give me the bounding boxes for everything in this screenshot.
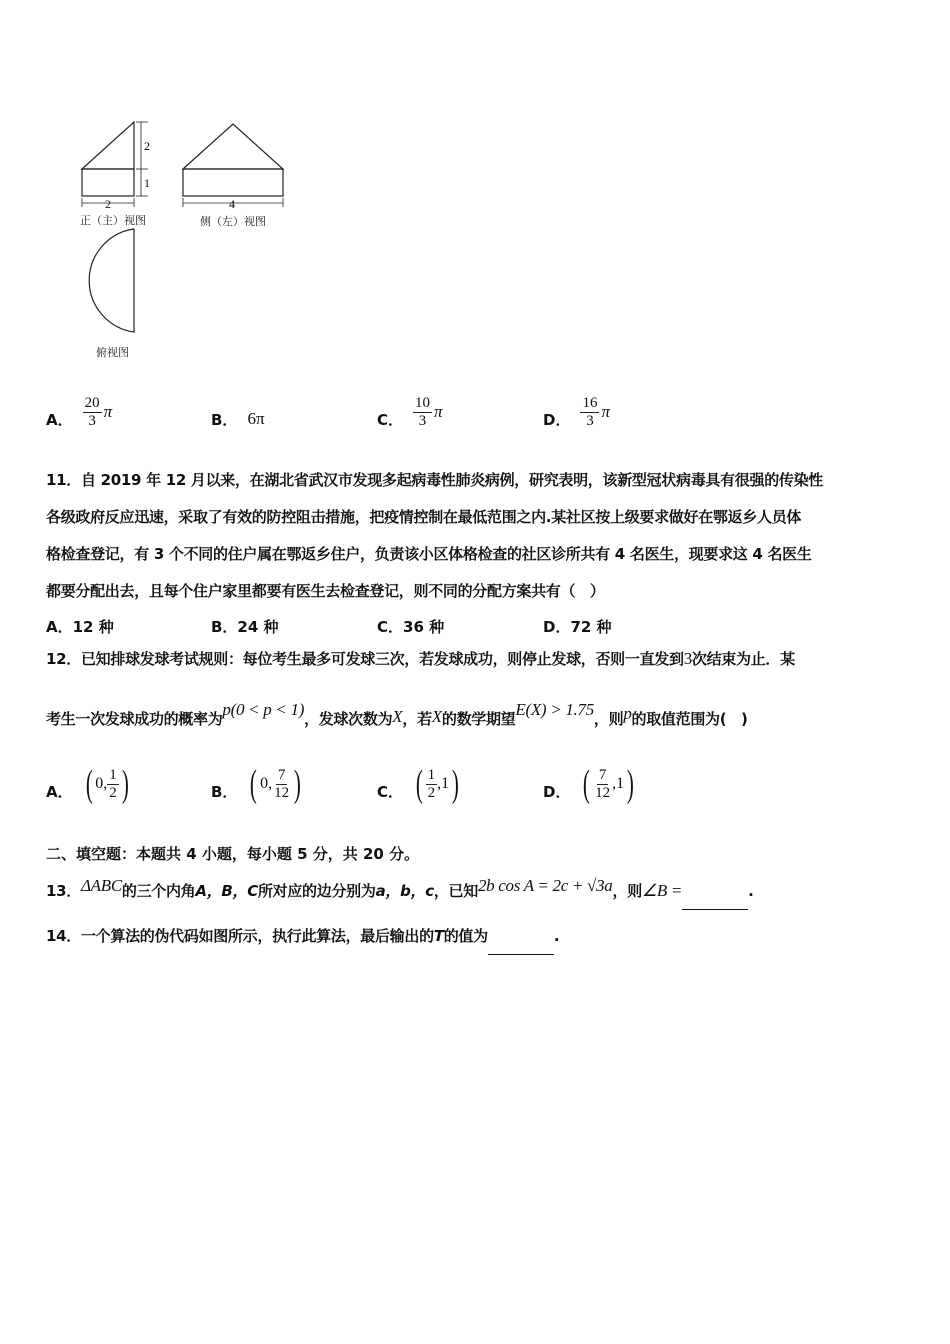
pi-symbol: π [434,402,443,421]
denominator: 3 [586,412,594,429]
denominator: 12 [274,784,290,801]
q12-number: 3 [683,649,692,668]
fraction [107,767,119,802]
q13-text: ，则 [612,882,642,900]
denominator: 2 [427,784,436,801]
numerator: 1 [427,766,436,783]
dim-height-bottom: 1 [144,176,150,190]
q12-line-1 [46,640,906,678]
q12-text: 的数学期望 [441,710,516,728]
dim-height-top: 2 [144,139,150,153]
interval-right: ,1 [612,775,625,792]
q11-line: 11．自 2019 年 12 月以来，在湖北省武汉市发现多起病毒性肺炎病例，研究表明，该新型冠状病毒具有很强的传染性 [46,471,823,489]
variable-t: T [433,927,444,945]
q12-text: 次结束为止．某 [691,650,795,668]
variable-x: X [431,707,442,726]
denominator: 3 [418,412,427,429]
answer-blank[interactable] [488,938,554,955]
question-12 [46,640,906,678]
top-view-caption: 俯视图 [96,346,129,359]
option-letter: A． [46,782,73,801]
section-2-heading [46,836,906,873]
variable-x: X [392,707,403,726]
denominator: 2 [109,784,117,801]
dim-width-side: 4 [229,197,235,211]
answer-blank[interactable] [682,893,748,910]
q12-text: ，则 [593,710,624,728]
question-12-cont [46,700,906,738]
q12-text: 12．已知排球发球考试规则：每位考生最多可发球三次，若发球成功，则停止发球，否则一直发到 [46,650,684,668]
q11-line: 格检查登记，有 3 个不同的住户属在鄂返乡住户，负责该小区体格检查的社区诊所共有 4 名医生，现要求这 4 名医生 [46,545,812,563]
q12-line-2 [46,700,906,738]
q12-option-c[interactable] [377,758,462,810]
numerator: 20 [84,394,100,411]
q11-line: 各级政府反应迅速，采取了有效的防控阻击措施，把疫情控制在最低范围之内.某社区按上级要求做好在鄂返乡人员体 [46,508,802,526]
numerator: 7 [598,766,607,783]
q10-option-a[interactable] [46,384,112,440]
side-view-caption: 侧（左）视图 [200,215,266,228]
option-letter: B． [211,782,238,801]
probability-expression: p(0 < p < 1) [222,700,305,719]
q14-text: 的值为 [443,927,488,945]
q12-text: ，若 [402,710,432,728]
q11-options [46,616,906,640]
q10-option-c[interactable] [377,384,443,440]
q12-text: 考生一次发球成功的概率为 [46,710,223,728]
question-14 [46,918,906,955]
q13-text: 所对应的边分别为 [257,882,376,900]
option-letter: C． [377,410,404,429]
front-view [82,122,148,207]
period: . [748,882,754,900]
expectation-expression: E(X) > 1.75 [515,700,594,719]
interval: ( 0, $\frac{7}{12}$ ) [250,763,301,805]
q13-text: ，已知 [433,882,478,900]
option-letter: D． [543,410,571,429]
fraction [272,767,291,802]
q10-options [46,384,906,440]
q14-line [46,918,906,955]
angle-b: ∠B = [641,881,683,900]
q13-text: 的三个内角 [121,882,196,900]
denominator: 12 [595,784,611,801]
numerator: 16 [582,394,598,411]
interval-left: 0, [95,775,108,792]
q12-options [46,758,906,810]
option-letter: C． [377,782,404,801]
fraction [593,767,612,802]
q12-text: ，发球次数为 [304,710,393,728]
interval-left: 0, [260,775,273,792]
pi-symbol: π [103,402,113,421]
three-view-drawing [70,112,310,362]
q11-option-c[interactable]: C．36 种 [377,618,445,636]
side-view [183,124,283,207]
q11-line: 都要分配出去，且每个住户家里都要有医生去检查登记，则不同的分配方案共有（ ） [46,582,605,600]
numerator: 7 [277,766,286,783]
option-value: 6π [247,409,265,428]
interval: ( 0, $\frac{1}{2}$ ) [85,763,129,805]
side-variables: a，b，c [375,882,434,900]
triangle-abc: ΔABC [80,876,122,895]
q11-option-d[interactable]: D．72 种 [543,618,612,636]
option-letter: A． [46,410,73,429]
front-view-caption: 正（主）视图 [80,214,146,227]
denominator: 3 [88,412,96,429]
q11-option-b[interactable]: B．24 种 [211,618,279,636]
q11-option-a[interactable]: A．12 种 [46,618,114,636]
numerator: 10 [415,394,431,411]
fraction [413,395,432,430]
q12-text: 的取值范围为( ) [631,710,748,728]
three-view-figure [70,112,310,362]
q14-text: 14．一个算法的伪代码如图所示，执行此算法，最后输出的 [46,927,434,945]
fraction [426,767,438,802]
period: . [553,927,560,945]
question-11 [46,462,906,610]
interval: ( $\frac{1}{2}$ ,1 ) [415,763,459,805]
variable-p: p [623,704,632,723]
section-heading-text: 二、填空题：本题共 4 小题，每小题 5 分，共 20 分。 [46,845,420,863]
q13-number: 13． [46,882,81,900]
q12-option-b[interactable] [211,758,304,810]
interval: ( $\frac{7}{12}$ ,1 ) [583,763,634,805]
numerator: 1 [109,766,117,783]
q12-option-a[interactable] [46,758,131,810]
interval-right: ,1 [437,775,450,792]
top-view [89,229,134,332]
q12-option-d[interactable] [543,758,637,810]
dim-width-front: 2 [105,197,111,211]
fraction [83,395,102,430]
option-letter: D． [543,782,571,801]
angle-variables: A，B，C [195,882,258,900]
q13-line [46,872,906,910]
pi-symbol: π [601,402,610,421]
given-equation: 2b cos A = 2c + √3a [477,876,613,895]
question-13 [46,872,906,910]
option-letter: B． [211,410,238,429]
q10-option-b[interactable] [211,384,265,440]
fraction [580,395,599,430]
q10-option-d[interactable] [543,384,610,440]
